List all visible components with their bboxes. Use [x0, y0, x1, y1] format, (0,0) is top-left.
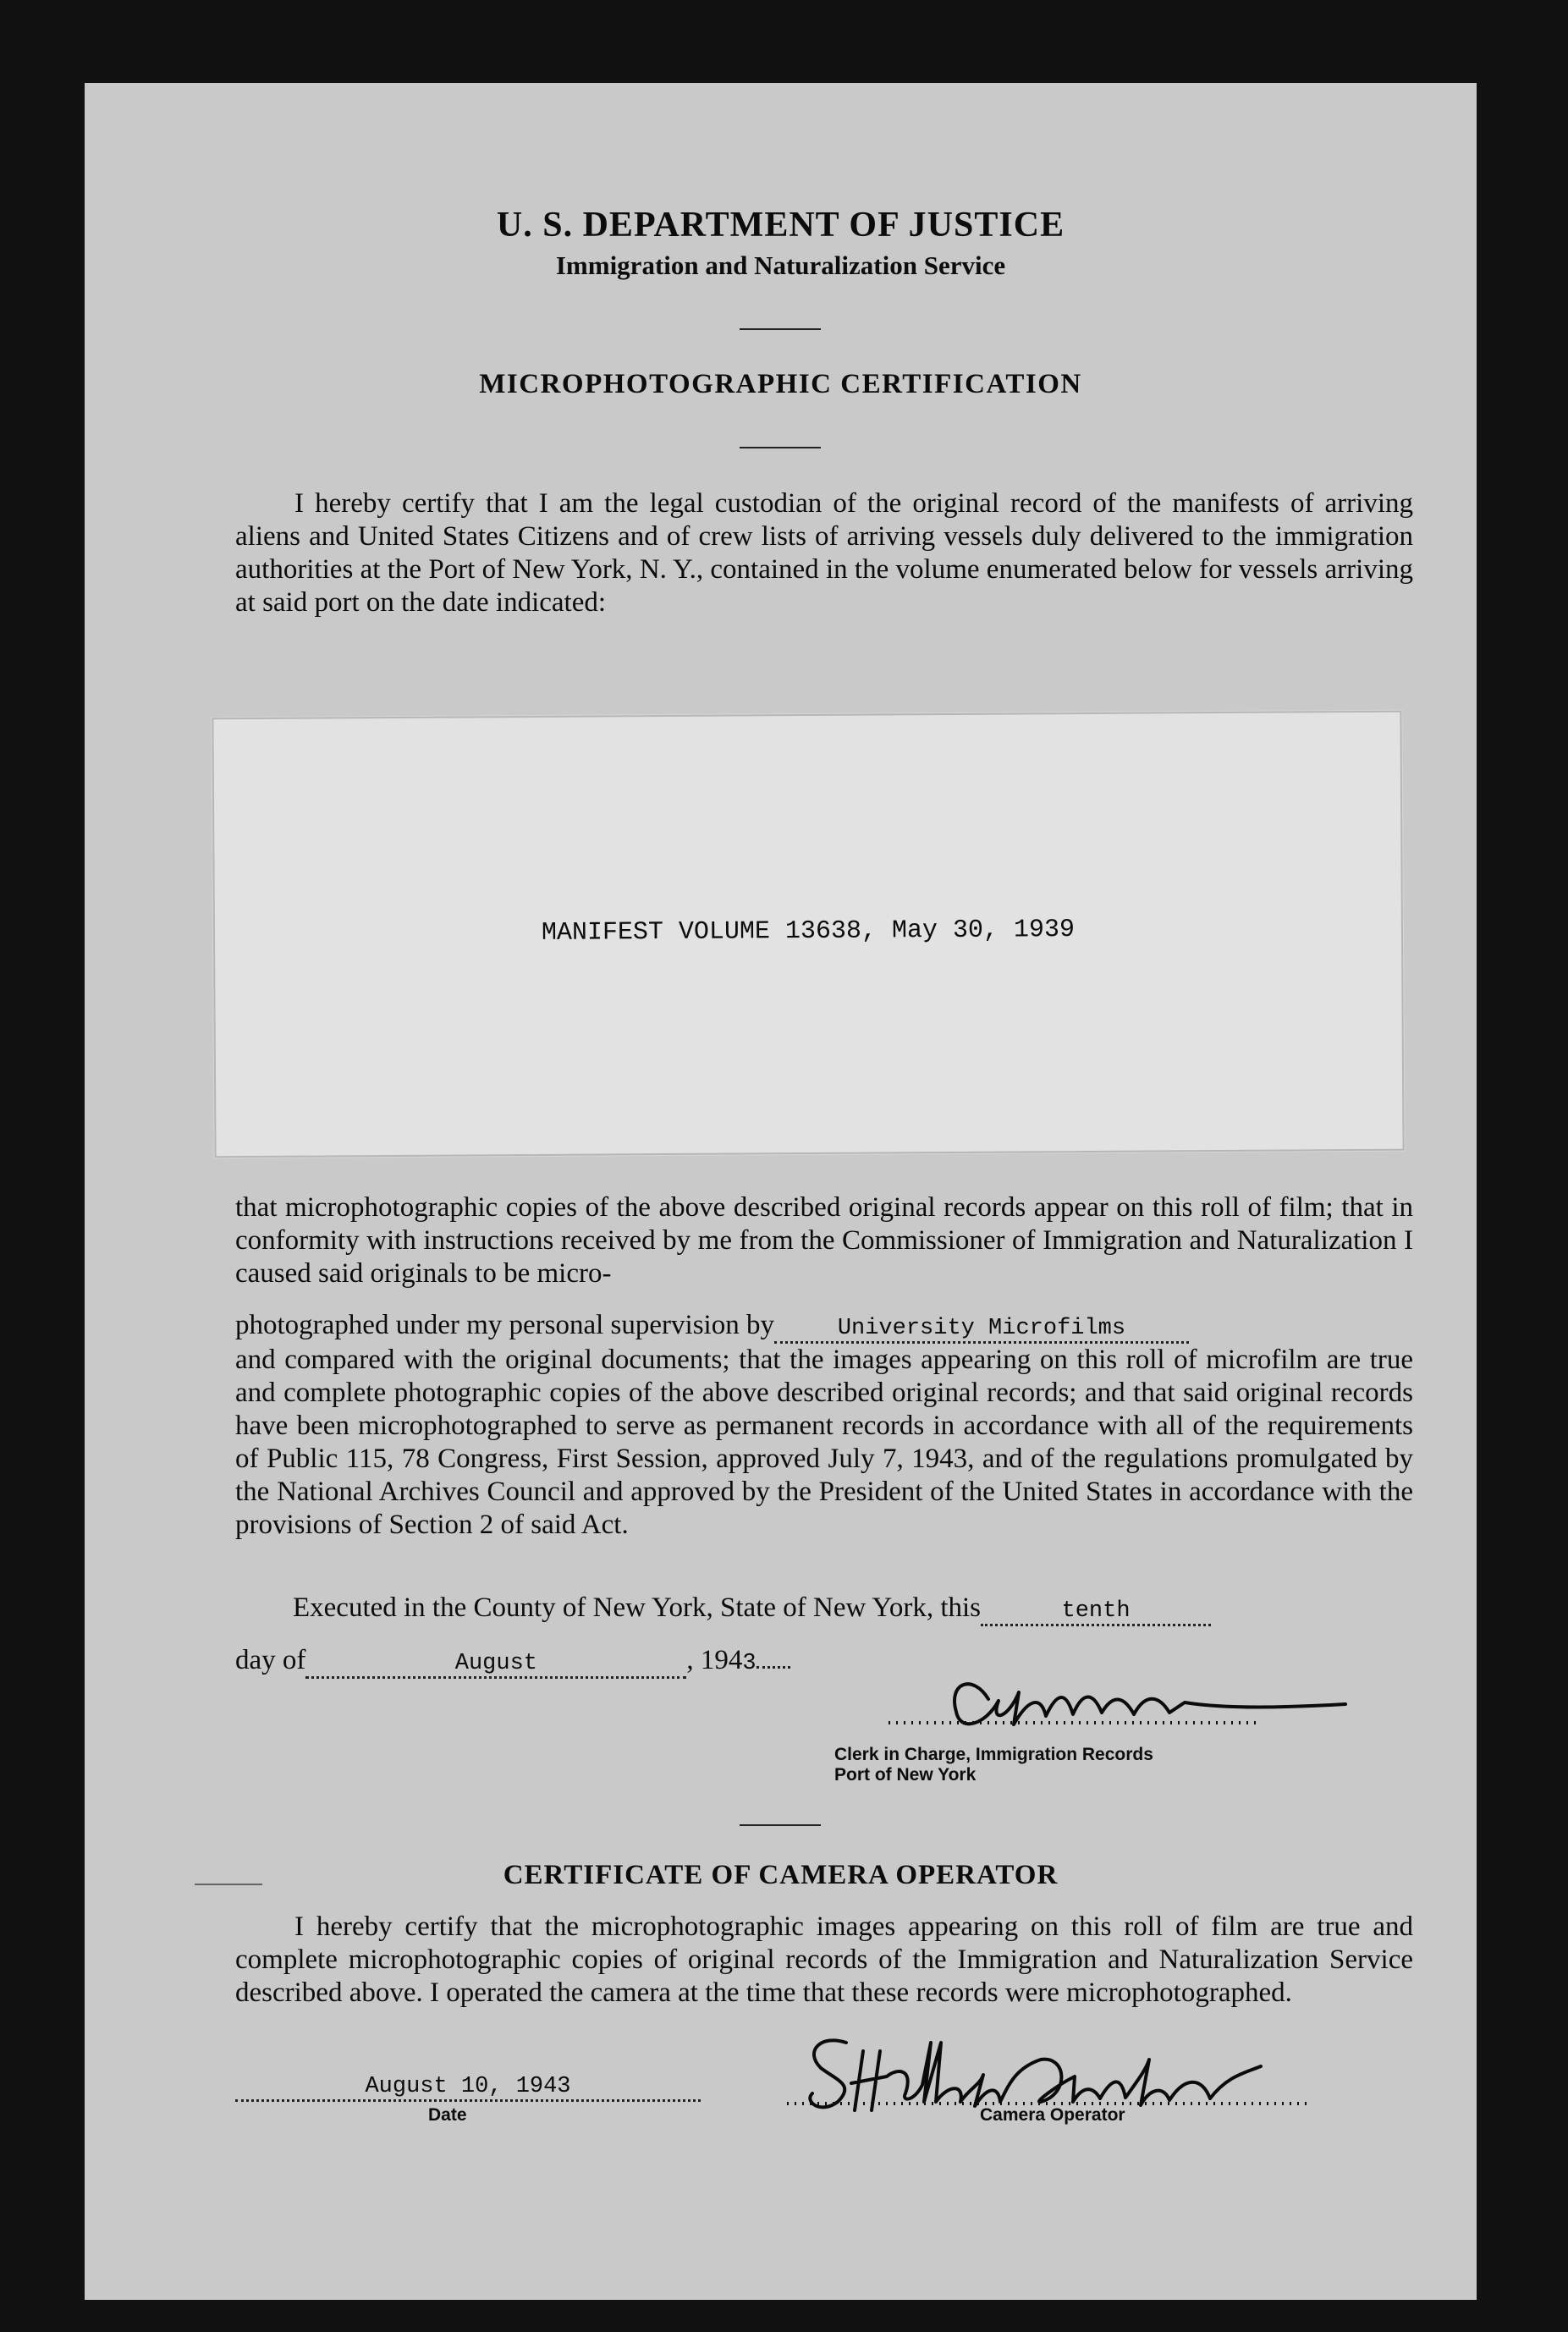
- record-slip: [212, 711, 1404, 1158]
- intro-paragraph: I hereby certify that I am the legal custodian of the original record of the manifests of arriving aliens and United States Citizens and of crew lists of arriving vessels duly delivered to the immigration authorities at the Port of New York, N. Y., contained in the volume enumerated below for vessels arriving at said port on the date indicated:: [235, 488, 1413, 618]
- divider-rule: [740, 1824, 821, 1826]
- certification-title: MICROPHOTOGRAPHIC CERTIFICATION: [479, 369, 1082, 399]
- certification-body-end: and compared with the original documents; that the images appearing on this roll of microfilm are true and complete photographic copies of the above described original records; and that said original records have been microphotographed to serve as permanent records in accordance with all of the requirements of Public 115, 78 Congress, First Session, approved July 7, 1943, and of the regulations promulgated by the National Archives Council and approved by the President of the United States in accordance with the provisions of Section 2 of said Act.: [235, 1345, 1413, 1540]
- manifest-volume-label: MANIFEST VOLUME 13638, May 30, 1939: [541, 916, 1076, 948]
- execution-month: August: [305, 1651, 686, 1679]
- year-prefix: , 194: [686, 1645, 743, 1675]
- execution-prefix: Executed in the County of New York, State of New York, this: [293, 1592, 982, 1623]
- camera-operator-title: CERTIFICATE OF CAMERA OPERATOR: [503, 1860, 1059, 1890]
- day-of-label: day of: [235, 1645, 306, 1675]
- camera-operator-statement: I hereby certify that the microphotographic images appearing on this roll of film are true and complete microphotographic copies of original records of the Immigration and Naturalization Service described above. I operated the camera at the time that these records were microphotographed.: [235, 1911, 1413, 2008]
- operator-date-field: [235, 2068, 701, 2102]
- certificate-sheet: [85, 83, 1477, 2300]
- clerk-title-line2: Port of New York: [834, 1765, 977, 1785]
- service-subheading: Immigration and Naturalization Service: [555, 250, 1006, 280]
- year-dots: [756, 1666, 790, 1669]
- execution-day: tenth: [981, 1598, 1211, 1626]
- supervisor-name: University Microfilms: [774, 1316, 1189, 1344]
- operator-date-value: August 10, 1943: [235, 2074, 701, 2102]
- year-digit: 3: [742, 1651, 756, 1676]
- divider-rule: [740, 447, 821, 448]
- supervision-prefix: photographed under my personal supervision by: [235, 1310, 774, 1340]
- date-line: [235, 1645, 790, 1679]
- operator-date-label: Date: [428, 2105, 467, 2125]
- supervision-line: [235, 1310, 1189, 1344]
- execution-line: [293, 1592, 1211, 1626]
- department-heading: U. S. DEPARTMENT OF JUSTICE: [496, 206, 1065, 245]
- clerk-signature: [787, 1640, 1362, 1758]
- clerk-title-line1: Clerk in Charge, Immigration Records: [834, 1745, 1153, 1764]
- camera-operator-label: Camera Operator: [980, 2105, 1125, 2125]
- divider-rule: [740, 328, 821, 330]
- certification-body-start: that microphotographic copies of the above described original records appear on this roll of film; that in conformity with instructions received by me from the Commissioner of Immigration and Naturalization I caused said originals to be micro-: [235, 1192, 1413, 1289]
